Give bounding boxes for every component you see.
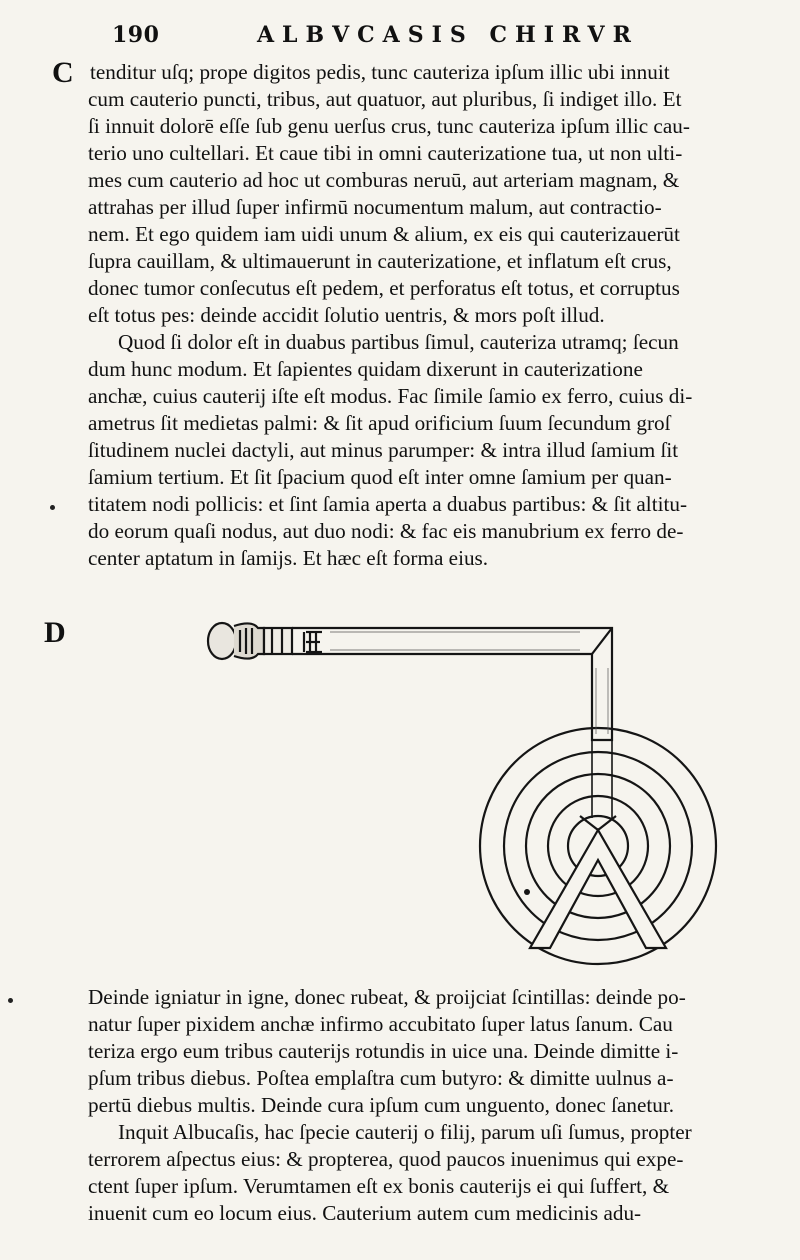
cautery-instrument-illustration <box>200 608 740 968</box>
shaft <box>292 628 612 740</box>
text-line: natur ſuper pixidem anchæ infirmo accubitato ſuper latus ſanum. Cau <box>88 1012 673 1036</box>
text-line: Deinde igniatur in igne, donec rubeat, & proijciat ſcintillas: deinde po- <box>88 985 686 1009</box>
text-line: ametrus ſit medietas palmi: & ſit apud orificium ſuum ſecundum groſ <box>88 411 671 435</box>
text-line: ctent ſuper ipſum. Verumtamen eſt ex bonis cauterijs ei qui ſuffert, & <box>88 1174 670 1198</box>
prongs <box>530 816 666 948</box>
text-line: do eorum quaſi nodus, aut duo nodi: & fac eis manubrium ex ferro de- <box>88 519 684 543</box>
text-line: ſitudinem nuclei dactyli, aut minus parumper: & intra illud ſamium ſit <box>88 438 679 462</box>
handle-knob <box>208 623 264 659</box>
text-line: tenditur uſq; prope digitos pedis, tunc cauteriza ipſum illic ubi innuit <box>90 60 670 84</box>
shaft-collar <box>264 628 322 654</box>
text-line: center aptatum in ſamijs. Et hæc eſt forma eius. <box>88 546 489 570</box>
text-line: Inquit Albucaſis, hac ſpecie cauterij o filij, parum uſi ſumus, propter <box>118 1120 692 1144</box>
text-line: dum hunc modum. Et ſapientes quidam dixerunt in cauterizatione <box>88 357 643 381</box>
running-title: ALBVCASIS CHIRVR <box>256 22 639 48</box>
text-line: ſamium tertium. Et ſit ſpacium quod eſt inter omne ſamium per quan- <box>88 465 672 489</box>
text-line: cum cauterio puncti, tribus, aut quatuor, aut pluribus, ſi indiget illo. Et <box>88 87 682 111</box>
running-header <box>112 22 682 48</box>
text-line: teriza ergo eum tribus cauterijs rotundis in uice una. Deinde dimitte i- <box>88 1039 679 1063</box>
text-line: eſt totus pes: deinde accidit ſolutio uentris, & mors poſt illud. <box>88 303 605 327</box>
paragraph-hip-cautery-instructions <box>88 329 786 572</box>
page-number: 190 <box>112 22 160 48</box>
text-line: inuenit cum eo locum eius. Cauterium autem cum medicinis adu- <box>88 1201 642 1225</box>
paragraph-cautery-of-leg <box>88 59 786 329</box>
marginal-letter-d: D <box>44 616 66 649</box>
text-line: mes cum cauterio ad hoc ut comburas neruū, aut arteriam magnam, & <box>88 168 680 192</box>
stray-ink-mark <box>50 505 55 510</box>
text-line: ſi innuit dolorē eſſe ſub genu uerſus crus, tunc cauteriza ipſum illic cau- <box>88 114 690 138</box>
marginal-letter-c: C <box>52 56 74 89</box>
text-line: donec tumor conſecutus eſt pedem, et perforatus eſt totus, et corruptus <box>88 276 680 300</box>
text-line: terio uno cultellari. Et caue tibi in omni cauterizatione tua, ut non ulti- <box>88 141 683 165</box>
paragraph-application-and-commentary <box>88 984 786 1227</box>
stray-ink-mark <box>8 998 13 1003</box>
text-line: anchæ, cuius cauterij iſte eſt modus. Fac ſimile ſamio ex ferro, cuius di- <box>88 384 693 408</box>
text-line: titatem nodi pollicis: et ſint ſamia aperta a duabus partibus: & ſit altitu- <box>88 492 688 516</box>
text-line: attrahas per illud ſuper infirmū nocumentum malum, aut contractio- <box>88 195 662 219</box>
text-line: terrorem aſpectus eius: & propterea, quod paucos inuenimus qui expe- <box>88 1147 684 1171</box>
text-line: Quod ſi dolor eſt in duabus partibus ſimul, cauteriza utramq; ſecun <box>118 330 679 354</box>
text-line: pſum tribus diebus. Poſtea emplaſtra cum butyro: & dimitte uulnus a- <box>88 1066 674 1090</box>
text-line: ſupra cauillam, & ultimauerunt in cauterizatione, et inflatum eſt crus, <box>88 249 672 273</box>
text-line: nem. Et ego quidem iam uidi unum & alium, ex eis qui cauterizauerūt <box>88 222 680 246</box>
text-line: pertū diebus multis. Deinde cura ipſum cum unguento, donec ſanetur. <box>88 1093 675 1117</box>
